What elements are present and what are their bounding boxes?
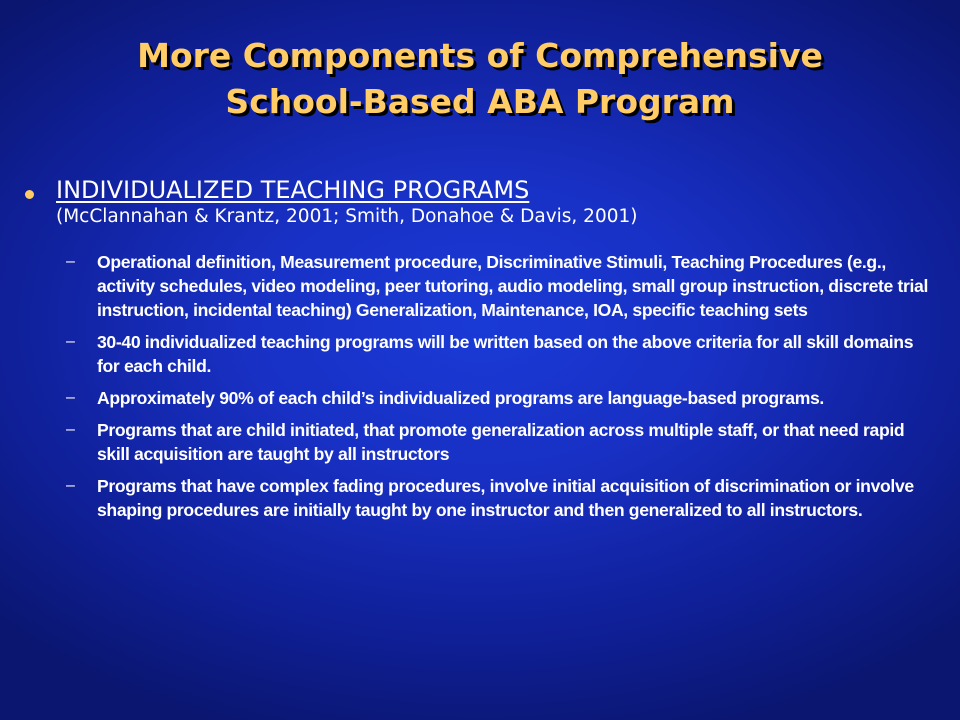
main-bullet-item [56, 175, 936, 229]
slide-title-line-1: More Components of Comprehensive [137, 36, 823, 75]
slide-title-line-2: School-Based ABA Program [225, 82, 735, 121]
sub-bullet-item [66, 250, 936, 322]
dash-bullet-icon: – [66, 389, 75, 406]
sub-bullet-text: Approximately 90% of each child’s individualized programs are language-based programs. [97, 388, 824, 408]
dash-bullet-icon: – [66, 253, 75, 270]
sub-bullet-text: 30-40 individualized teaching programs will be written based on the above criteria for all skill domains for each child. [97, 332, 914, 376]
sub-bullet-text: Operational definition, Measurement procedure, Discriminative Stimuli, Teaching Procedures (e.g., activity schedules, video modeling, peer tutoring, audio modeling, small group instruction, discrete trial instruction, incidental teaching) Generalization, Maintenance, IOA, specific teaching sets [97, 252, 929, 320]
dash-bullet-icon: – [66, 421, 75, 438]
dash-bullet-icon: – [66, 477, 75, 494]
sub-bullet-item [66, 386, 936, 410]
sub-bullet-item [66, 418, 936, 466]
dash-bullet-icon: – [66, 333, 75, 350]
sub-bullet-text: Programs that have complex fading procedures, involve initial acquisition of discrimination or involve shaping procedures are initially taught by one instructor and then generalized to all instructors. [97, 476, 914, 520]
citation-text: (McClannahan & Krantz, 2001; Smith, Donahoe & Davis, 2001) [56, 206, 638, 227]
bullet-dot-icon [25, 190, 34, 199]
sub-bullet-text: Programs that are child initiated, that promote generalization across multiple staff, or that need rapid skill acquisition are taught by all instructors [97, 420, 905, 464]
sub-bullet-list [66, 250, 936, 530]
slide-title [20, 33, 940, 125]
sub-bullet-item [66, 474, 936, 522]
sub-bullet-item [66, 330, 936, 378]
main-heading: INDIVIDUALIZED TEACHING PROGRAMS [56, 176, 530, 204]
